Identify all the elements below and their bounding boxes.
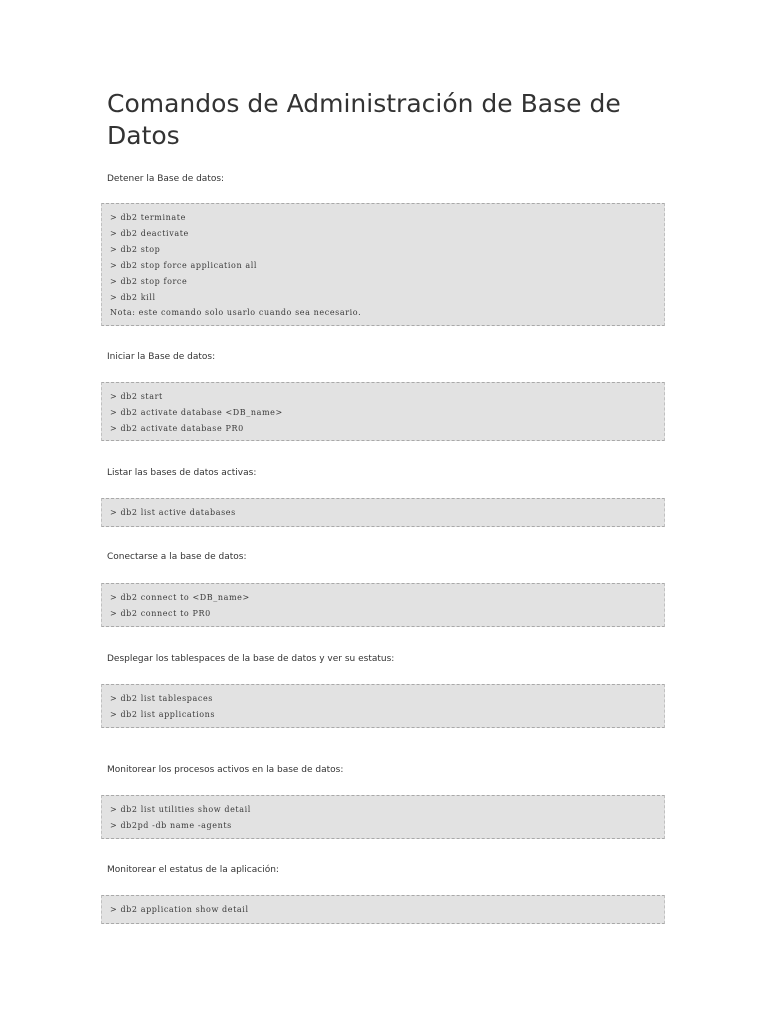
section-heading-monitor-processes: Monitorear los procesos activos en la base de datos: xyxy=(107,765,344,775)
section-heading-connect-database: Conectarse a la base de datos: xyxy=(107,552,247,562)
code-line: > db2 connect to <DB_name> xyxy=(110,593,250,602)
code-block-monitor-processes xyxy=(101,795,665,839)
code-line: > db2 list active databases xyxy=(110,508,236,517)
code-line: > db2 list tablespaces xyxy=(110,694,214,703)
section-heading-stop-database: Detener la Base de datos: xyxy=(107,174,225,184)
code-line: > db2 stop xyxy=(110,245,161,254)
page-title: Comandos de Administración de Base de Datos xyxy=(107,89,621,150)
code-line: > db2 start xyxy=(110,392,163,401)
code-block-start-database xyxy=(101,382,665,441)
code-block-application-status xyxy=(101,895,665,924)
code-block-connect-database xyxy=(101,583,665,627)
code-line: > db2 list utilities show detail xyxy=(110,805,251,814)
code-block-stop-database xyxy=(101,203,665,326)
code-line: > db2 stop force application all xyxy=(110,261,258,270)
section-heading-tablespaces: Desplegar los tablespaces de la base de datos y ver su estatus: xyxy=(107,654,395,664)
code-line: > db2pd -db name -agents xyxy=(110,821,232,830)
section-heading-list-active-databases: Listar las bases de datos activas: xyxy=(107,468,257,478)
code-line: > db2 list applications xyxy=(110,710,216,719)
code-line: > db2 terminate xyxy=(110,213,186,222)
code-block-list-active-databases xyxy=(101,498,665,527)
code-line: > db2 stop force xyxy=(110,277,188,286)
section-heading-start-database: Iniciar la Base de datos: xyxy=(107,352,216,362)
code-line: > db2 application show detail xyxy=(110,905,249,914)
code-line: > db2 connect to PR0 xyxy=(110,609,211,618)
code-line: > db2 kill xyxy=(110,293,156,302)
section-heading-application-status: Monitorear el estatus de la aplicación: xyxy=(107,865,279,875)
code-block-tablespaces xyxy=(101,684,665,728)
code-note: Nota: este comando solo usarlo cuando sea necesario. xyxy=(110,308,362,317)
code-line: > db2 activate database <DB_name> xyxy=(110,408,283,417)
code-line: > db2 activate database PR0 xyxy=(110,424,244,433)
code-line: > db2 deactivate xyxy=(110,229,189,238)
